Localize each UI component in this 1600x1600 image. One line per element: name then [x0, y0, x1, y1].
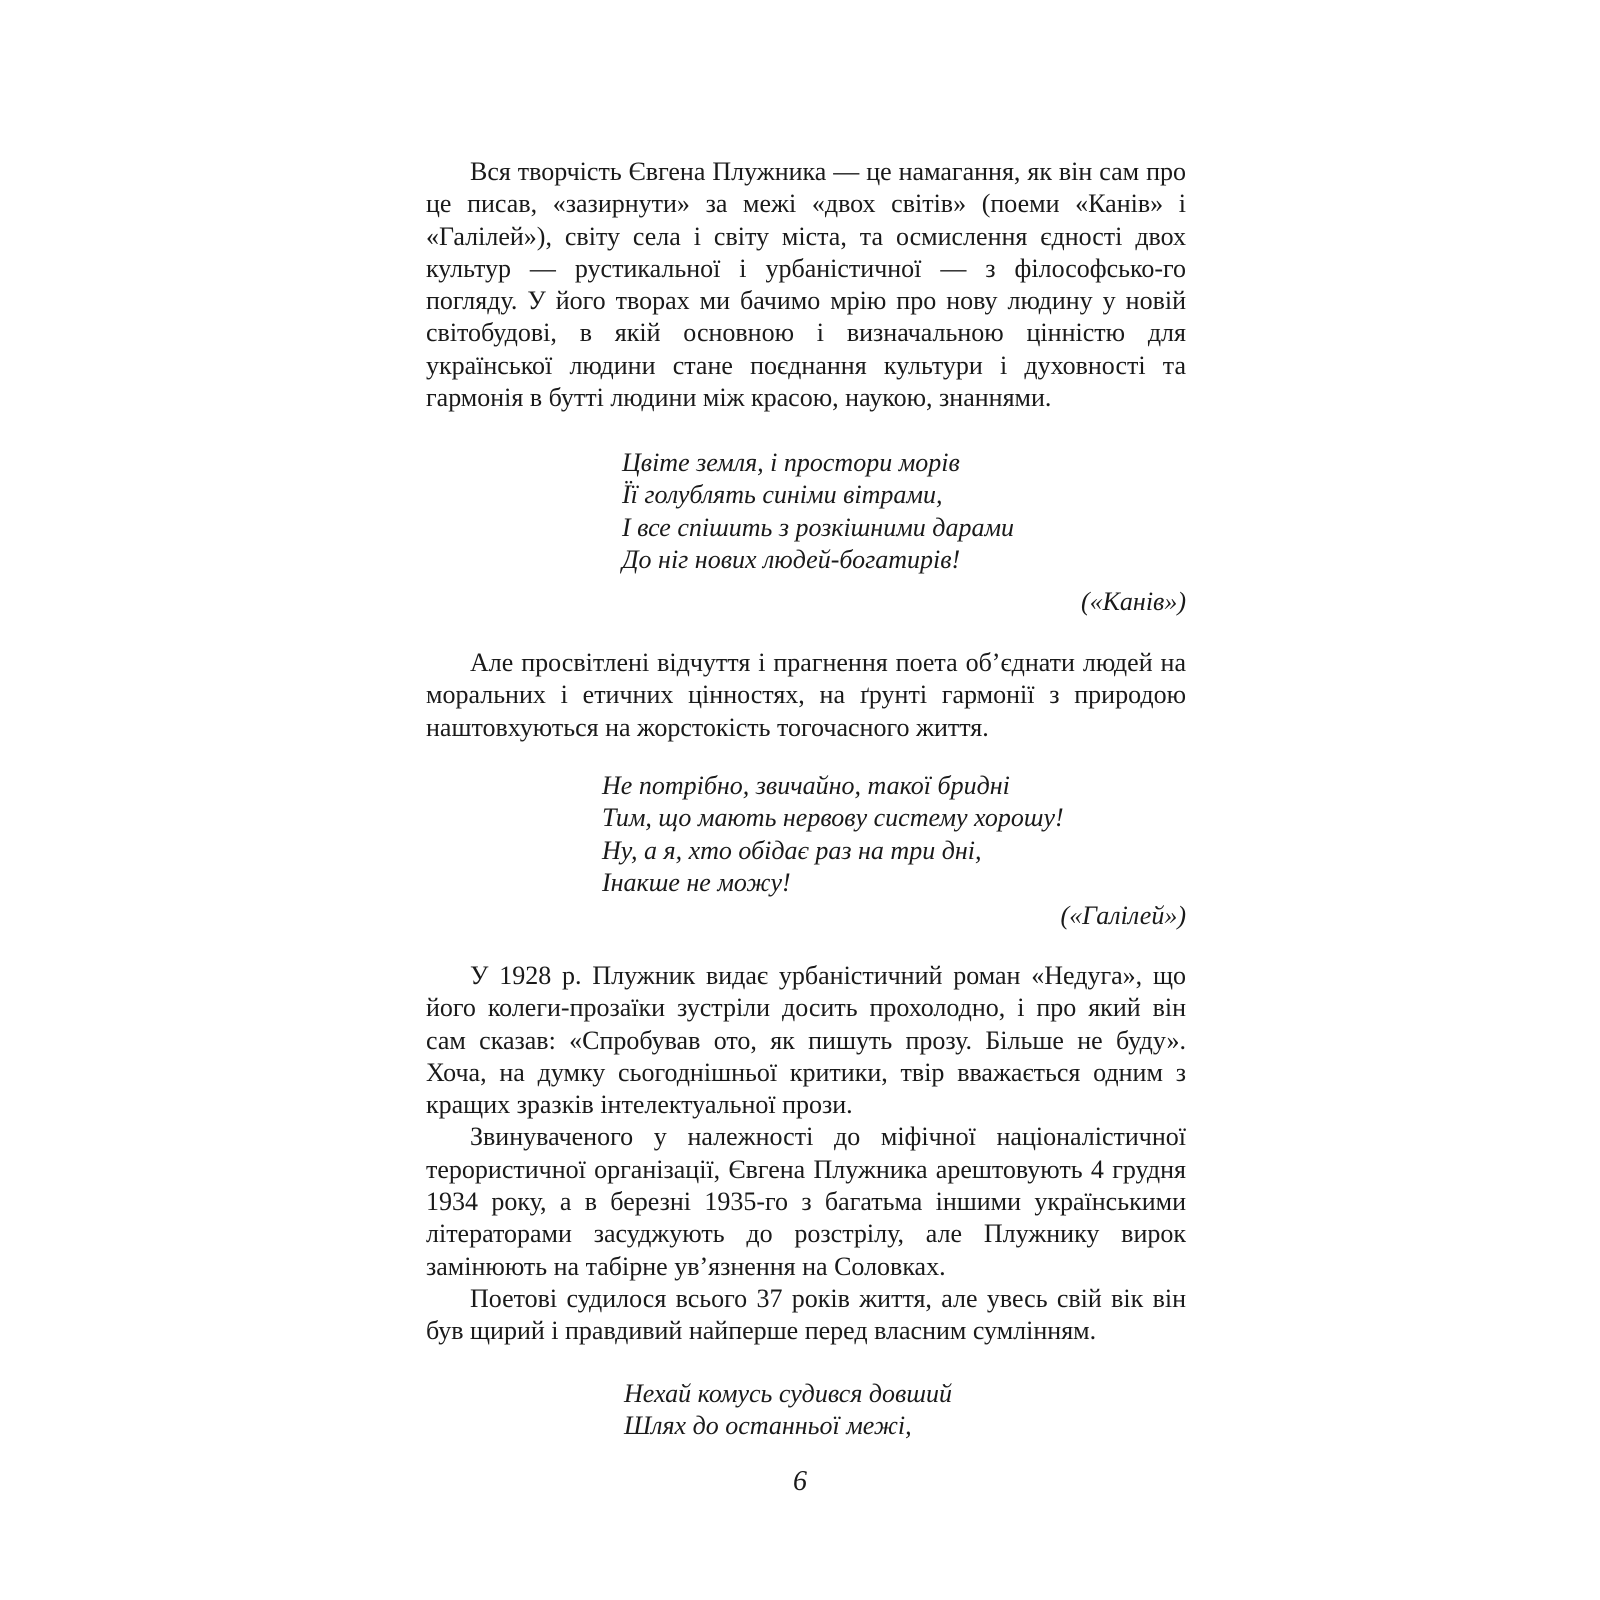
paragraph-3: У 1928 р. Плужник видає урбаністичний роман «Недуга», що його колеги-прозаїки зустріли досить прохолодно, і про який він сам сказав: «Спробував ото, як пишуть прозу. Більше не буду». Хоча, на думку сьогоднішньої критики, твір вважається одним з кращих зразків інтелектуальної прози.	[426, 961, 1186, 1120]
poem-line: Цвіте земля, і простори морів	[622, 448, 960, 477]
paragraph-1: Вся творчість Євгена Плужника — це намагання, як він сам про це писав, «зазирнути» за межі «двох світів» (поеми «Канів» і «Галілей»), світу села і світу міста, та осмислення єдності двох культур — рустикальної і урбаністичної — з філософсько-го погляду. У його творах ми бачимо мрію про нову людину у новій світобудові, в якій основною і визначальною цінністю для української людини стане поєднання культури і духовності та гармонія в бутті людини між красою, наукою, знаннями.	[426, 157, 1186, 413]
poem-line: Шлях до останньої межі,	[624, 1411, 912, 1441]
poem-line: Інакше не можу!	[602, 867, 791, 897]
poem-line: Її голублять синіми вітрами,	[622, 480, 943, 510]
poem-source-kaniv: («Канів»)	[1081, 587, 1186, 616]
poem-line: Нехай комусь судився довший	[624, 1379, 952, 1408]
paragraph-5: Поетові судилося всього 37 років життя, але увесь свій вік він був щирий і правдивий найперше перед власним сумлінням.	[426, 1283, 1186, 1346]
paragraph-1-block	[426, 156, 1186, 414]
poem-line: Ну, а я, хто обідає раз на три дні,	[602, 835, 982, 865]
poem-line: До ніг нових людей-богатирів!	[622, 544, 961, 574]
poem-kaniv	[622, 447, 1014, 576]
page-number: 6	[793, 1466, 807, 1497]
paragraph-4: Звинуваченого у належності до міфічної націоналістичної терористичної організації, Євгена Плужника арештовують 4 грудня 1934 року, а в березні 1935-го з багатьма іншими українськими літераторами засуджують до розстрілу, але Плужнику вирок замінюють на табірне ув’язнення на Соловках.	[426, 1122, 1186, 1281]
poem-line: Тим, що мають нервову систему хорошу!	[602, 803, 1064, 833]
paragraph-2-block	[426, 647, 1186, 744]
paragraph-2: Але просвітлені відчуття і прагнення поета об’єднати людей на моральних і етичних цінностях, на ґрунті гармонії з природою наштовхуються на жорстокість тогочасного життя.	[426, 648, 1186, 742]
poem-line: І все спішить з розкішними дарами	[622, 512, 1015, 542]
poem-galilei	[602, 770, 1064, 899]
poem-closing	[624, 1378, 952, 1443]
poem-line: Не потрібно, звичайно, такої бридні	[602, 771, 1010, 800]
paragraphs-3-5-block	[426, 960, 1186, 1348]
poem-source-galilei: («Галілей»)	[1060, 901, 1186, 930]
